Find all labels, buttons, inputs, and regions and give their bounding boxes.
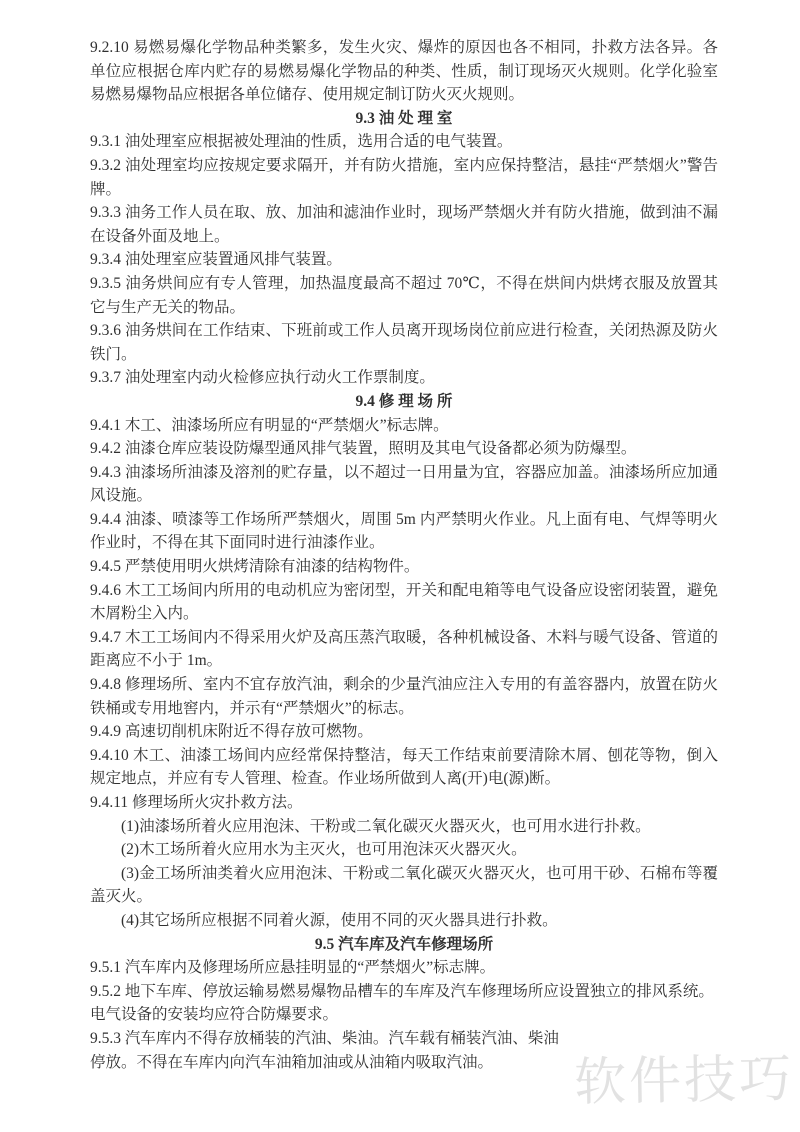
paragraph: 9.3.3 油务工作人员在取、放、加油和滤油作业时，现场严禁烟火并有防火措施，做到油不漏在设备外面及地上。 — [90, 204, 718, 245]
paragraph: 9.4.3 油漆场所油漆及溶剂的贮存量，以不超过一日用量为宜，容器应加盖。油漆场所应加通风设施。 — [90, 463, 718, 505]
list-item: (1)油漆场所着火应用泡沫、干粉或二氧化碳灭火器灭火，也可用水进行扑救。 — [121, 817, 651, 835]
watermark-text: 软件技巧 — [573, 1050, 795, 1112]
paragraph: 9.5.1 汽车库内及修理场所应悬挂明显的“严禁烟火”标志牌。 — [90, 959, 496, 977]
section-heading: 9.4 修 理 场 所 — [355, 392, 453, 410]
paragraph: 9.4.5 严禁使用明火烘烤清除有油漆的结构物件。 — [90, 558, 420, 576]
text-line: 停放。不得在车库内向汽车油箱加油或从油箱内吸取汽油。 — [90, 1053, 494, 1071]
section-heading: 9.3 油 处 理 室 — [355, 109, 453, 127]
paragraph: 9.3.4 油处理室应装置通风排气装置。 — [90, 251, 342, 269]
list-item: (4)其它场所应根据不同着火源，使用不同的灭火器具进行扑救。 — [121, 911, 558, 929]
list-item: (3)金工场所油类着火应用泡沫、干粉或二氧化碳灭火器灭火，也可用干砂、石棉布等覆盖灭火。 — [90, 864, 718, 906]
paragraph: 9.4.6 木工工场间内所用的电动机应为密闭型，开关和配电箱等电气设备应设密闭装置，避免木屑粉尘入内。 — [90, 581, 718, 623]
paragraph: 9.4.10 木工、油漆工场间内应经常保持整洁，每天工作结束前要清除木屑、刨花等物，倒入规定地点，并应有专人管理、检查。作业场所做到人离(开)电(源)断。 — [90, 746, 718, 788]
text-line: 9.5.3 汽车库内不得存放桶装的汽油、柴油。汽车载有桶装汽油、柴油 — [90, 1029, 559, 1047]
text-line: 电气设备的安装均应符合防爆要求。 — [90, 1006, 339, 1024]
list-item: (2)木工场所着火应用水为主灭火，也可用泡沫灭火器灭火。 — [121, 841, 527, 859]
paragraph: 9.3.7 油处理室内动火检修应执行动火工作票制度。 — [90, 369, 435, 387]
section-heading: 9.5 汽车库及汽车修理场所 — [314, 935, 494, 953]
paragraph: 9.4.9 高速切削机床附近不得存放可燃物。 — [90, 723, 373, 741]
paragraph: 9.4.1 木工、油漆场所应有明显的“严禁烟火”标志牌。 — [90, 416, 449, 434]
watermark-box — [573, 1028, 800, 1120]
paragraph: 9.2.10 易燃易爆化学物品种类繁多，发生火灾、爆炸的原因也各不相同，扑救方法各异。各单位应根据仓库内贮存的易燃易爆化学物品的种类、性质，制订现场灭火规则。化学化验室易燃易爆物品应根据各单位储存、使用规定制订防火灭火规则。 — [90, 39, 718, 104]
paragraph: 9.4.11 修理场所火灾扑救方法。 — [90, 794, 303, 811]
paragraph: 9.3.2 油处理室均应按规定要求隔开，并有防火措施，室内应保持整洁，悬挂“严禁烟火”警告牌。 — [90, 156, 718, 198]
paragraph: 9.4.8 修理场所、室内不宜存放汽油，剩余的少量汽油应注入专用的有盖容器内，放置在防火铁桶或专用地窖内，并示有“严禁烟火”的标志。 — [90, 676, 718, 717]
paragraph: 9.3.5 油务烘间应有专人管理，加热温度最高不超过 70℃，不得在烘间内烘烤衣服及放置其它与生产无关的物品。 — [90, 274, 718, 316]
document-body — [90, 36, 718, 1074]
paragraph: 9.4.2 油漆仓库应装设防爆型通风排气装置，照明及其电气设备都必须为防爆型。 — [90, 440, 637, 458]
paragraph: 9.4.4 油漆、喷漆等工作场所严禁烟火，周围 5m 内严禁明火作业。凡上面有电、气焊等明火作业时，不得在其下面同时进行油漆作业。 — [90, 510, 718, 552]
paragraph: 9.3.6 油务烘间在工作结束、下班前或工作人员离开现场岗位前应进行检查，关闭热源及防火铁门。 — [90, 322, 718, 363]
paragraph: 9.4.7 木工工场间内不得采用火炉及高压蒸汽取暖，各种机械设备、木料与暖气设备、管道的距离应不小于 1m。 — [90, 628, 718, 670]
text-line: 9.5.2 地下车库、停放运输易燃易爆物品槽车的车库及汽车修理场所应设置独立的排风系统。 — [90, 982, 714, 1000]
paragraph: 9.3.1 油处理室应根据被处理油的性质，选用合适的电气装置。 — [90, 133, 513, 151]
